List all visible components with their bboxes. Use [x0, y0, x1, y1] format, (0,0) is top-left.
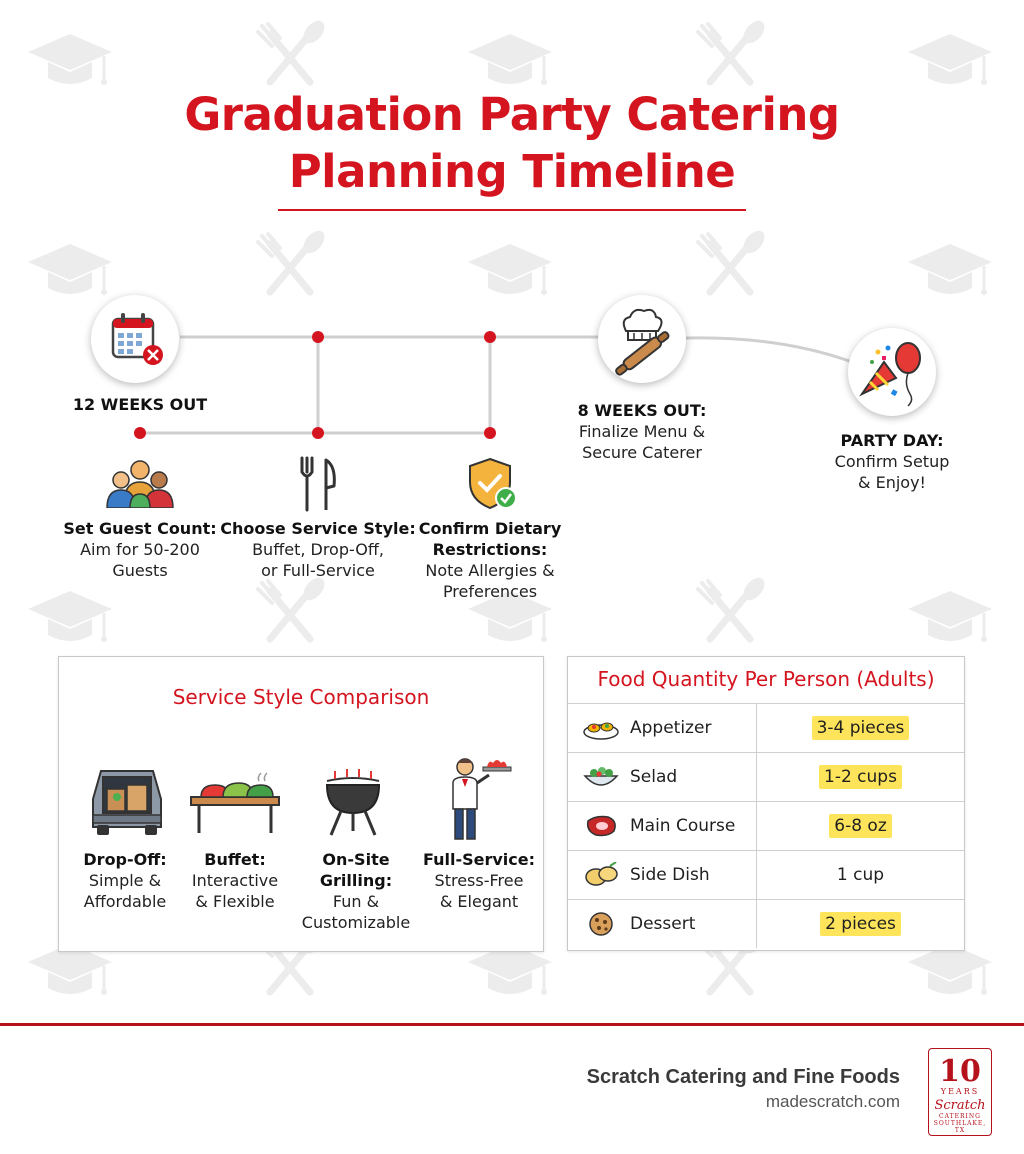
timeline-dot: [484, 427, 496, 439]
style-on-site-grilling: On-Site Grilling: Fun & Customizable: [301, 850, 411, 932]
waiter-icon: [443, 753, 515, 843]
steak-icon: [582, 813, 620, 839]
people-group-icon: [104, 458, 176, 508]
appetizer-icon: [582, 715, 620, 741]
qty-dessert: 2 pieces: [820, 912, 901, 936]
buffet-table-icon: [187, 771, 283, 835]
timeline-dot: [312, 427, 324, 439]
food-quantity-panel: [567, 656, 965, 951]
style-full-service: Full-Service: Stress-Free & Elegant: [422, 850, 536, 911]
party-balloon-icon: [848, 328, 936, 416]
table-row: Dessert 2 pieces: [568, 900, 964, 949]
cookie-icon: [582, 911, 620, 937]
shield-check-icon: [466, 456, 518, 512]
style-drop-off: Drop-Off: Simple & Affordable: [83, 850, 167, 911]
fork-knife-icon: [296, 456, 340, 512]
table-row: Main Course 6-8 oz: [568, 802, 964, 851]
food-quantity-title: Food Quantity Per Person (Adults): [597, 667, 935, 691]
party-day-stage: PARTY DAY: Confirm Setup & Enjoy!: [834, 431, 950, 492]
grill-icon: [323, 761, 383, 837]
page-title-line2: Planning Timeline: [288, 145, 736, 198]
week8-stage: 8 WEEKS OUT: Finalize Menu & Secure Caterer: [577, 401, 707, 462]
task-dietary: Confirm Dietary Restrictions: Note Allergies & Preferences: [418, 519, 562, 601]
style-buffet: Buffet: Interactive & Flexible: [191, 850, 279, 911]
salad-bowl-icon: [582, 764, 620, 790]
task-guest-count: Set Guest Count: Aim for 50-200 Guests: [63, 519, 217, 580]
week12-label: 12 WEEKS OUT: [72, 395, 208, 414]
potato-icon: [582, 862, 620, 888]
qty-side-dish: 1 cup: [836, 865, 885, 885]
qty-salad: 1-2 cups: [819, 765, 902, 789]
timeline-dot: [484, 331, 496, 343]
company-name: Scratch Catering and Fine Foods: [586, 1066, 900, 1088]
table-row: Appetizer 3-4 pieces: [568, 704, 964, 753]
van-delivery-icon: [87, 765, 167, 837]
qty-appetizer: 3-4 pieces: [812, 716, 910, 740]
chef-rolling-pin-icon: [598, 295, 686, 383]
table-row: Side Dish 1 cup: [568, 851, 964, 900]
task-service-style: Choose Service Style: Buffet, Drop-Off, or Full-Service: [220, 519, 416, 580]
timeline-dot: [134, 427, 146, 439]
graduation-cap-watermark-icon: [908, 944, 992, 995]
ten-years-badge-logo: 10 YEARS Scratch CATERING SOUTHLAKE, TX: [928, 1048, 992, 1136]
table-row: Selad 1-2 cups: [568, 753, 964, 802]
service-comparison-title: Service Style Comparison: [172, 685, 430, 709]
qty-main-course: 6-8 oz: [829, 814, 892, 838]
service-style-comparison-panel: [58, 656, 544, 952]
website-link[interactable]: madescratch.com: [765, 1092, 900, 1111]
page-title-line1: Graduation Party Catering: [184, 88, 840, 141]
footer-divider: [0, 1023, 1024, 1026]
food-quantity-table: [568, 703, 964, 948]
timeline-dot: [312, 331, 324, 343]
calendar-x-icon: [91, 295, 179, 383]
